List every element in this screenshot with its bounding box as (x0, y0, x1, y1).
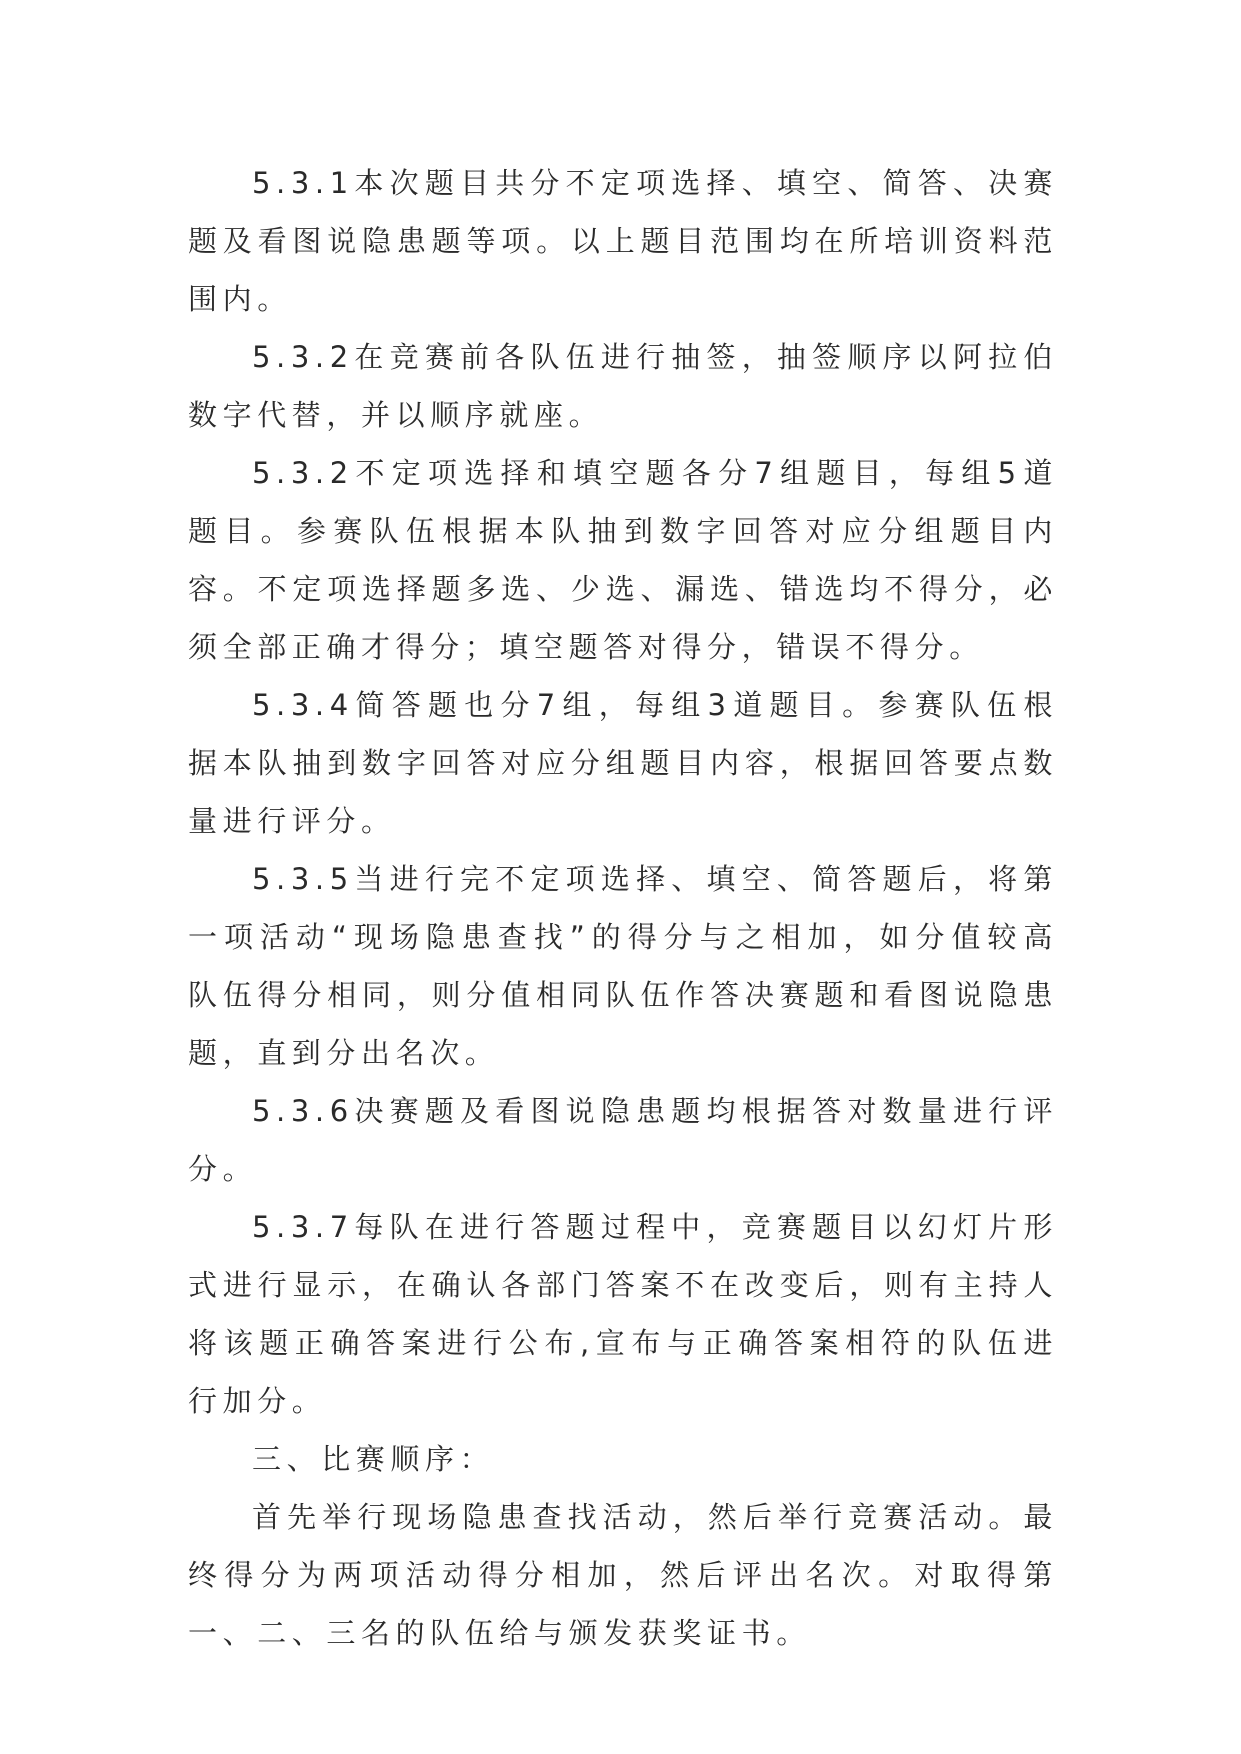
paragraph-competition-order: 首先举行现场隐患查找活动，然后举行竞赛活动。最终得分为两项活动得分相加，然后评出名次。对取得第一、二、三名的队伍给与颁发获奖证书。 (188, 1500, 1058, 1650)
paragraph-5-3-2-choice: 5.3.2不定项选择和填空题各分7组题目，每组5道题目。参赛队伍根据本队抽到数字回答对应分组题目内容。不定项选择题多选、少选、漏选、错选均不得分，必须全部正确才得分；填空题答对得分，错误不得分。 (188, 456, 1058, 664)
section-heading-competition-order: 三、比赛顺序： (252, 1442, 495, 1476)
document-page (188, 154, 1058, 1662)
paragraph-5-3-5: 5.3.5当进行完不定项选择、填空、简答题后，将第一项活动“现场隐患查找”的得分与之相加，如分值较高队伍得分相同，则分值相同队伍作答决赛题和看图说隐患题，直到分出名次。 (188, 862, 1058, 1070)
paragraph-5-3-1: 5.3.1本次题目共分不定项选择、填空、简答、决赛题及看图说隐患题等项。以上题目范围均在所培训资料范围内。 (188, 166, 1058, 316)
paragraph-5-3-6: 5.3.6决赛题及看图说隐患题均根据答对数量进行评分。 (188, 1094, 1058, 1186)
paragraph-5-3-2-draw: 5.3.2在竞赛前各队伍进行抽签，抽签顺序以阿拉伯数字代替，并以顺序就座。 (188, 340, 1058, 432)
paragraph-5-3-7: 5.3.7每队在进行答题过程中，竞赛题目以幻灯片形式进行显示，在确认各部门答案不在改变后，则有主持人将该题正确答案进行公布,宣布与正确答案相符的队伍进行加分。 (188, 1210, 1058, 1418)
paragraph-5-3-4: 5.3.4简答题也分7组，每组3道题目。参赛队伍根据本队抽到数字回答对应分组题目内容，根据回答要点数量进行评分。 (188, 688, 1058, 838)
